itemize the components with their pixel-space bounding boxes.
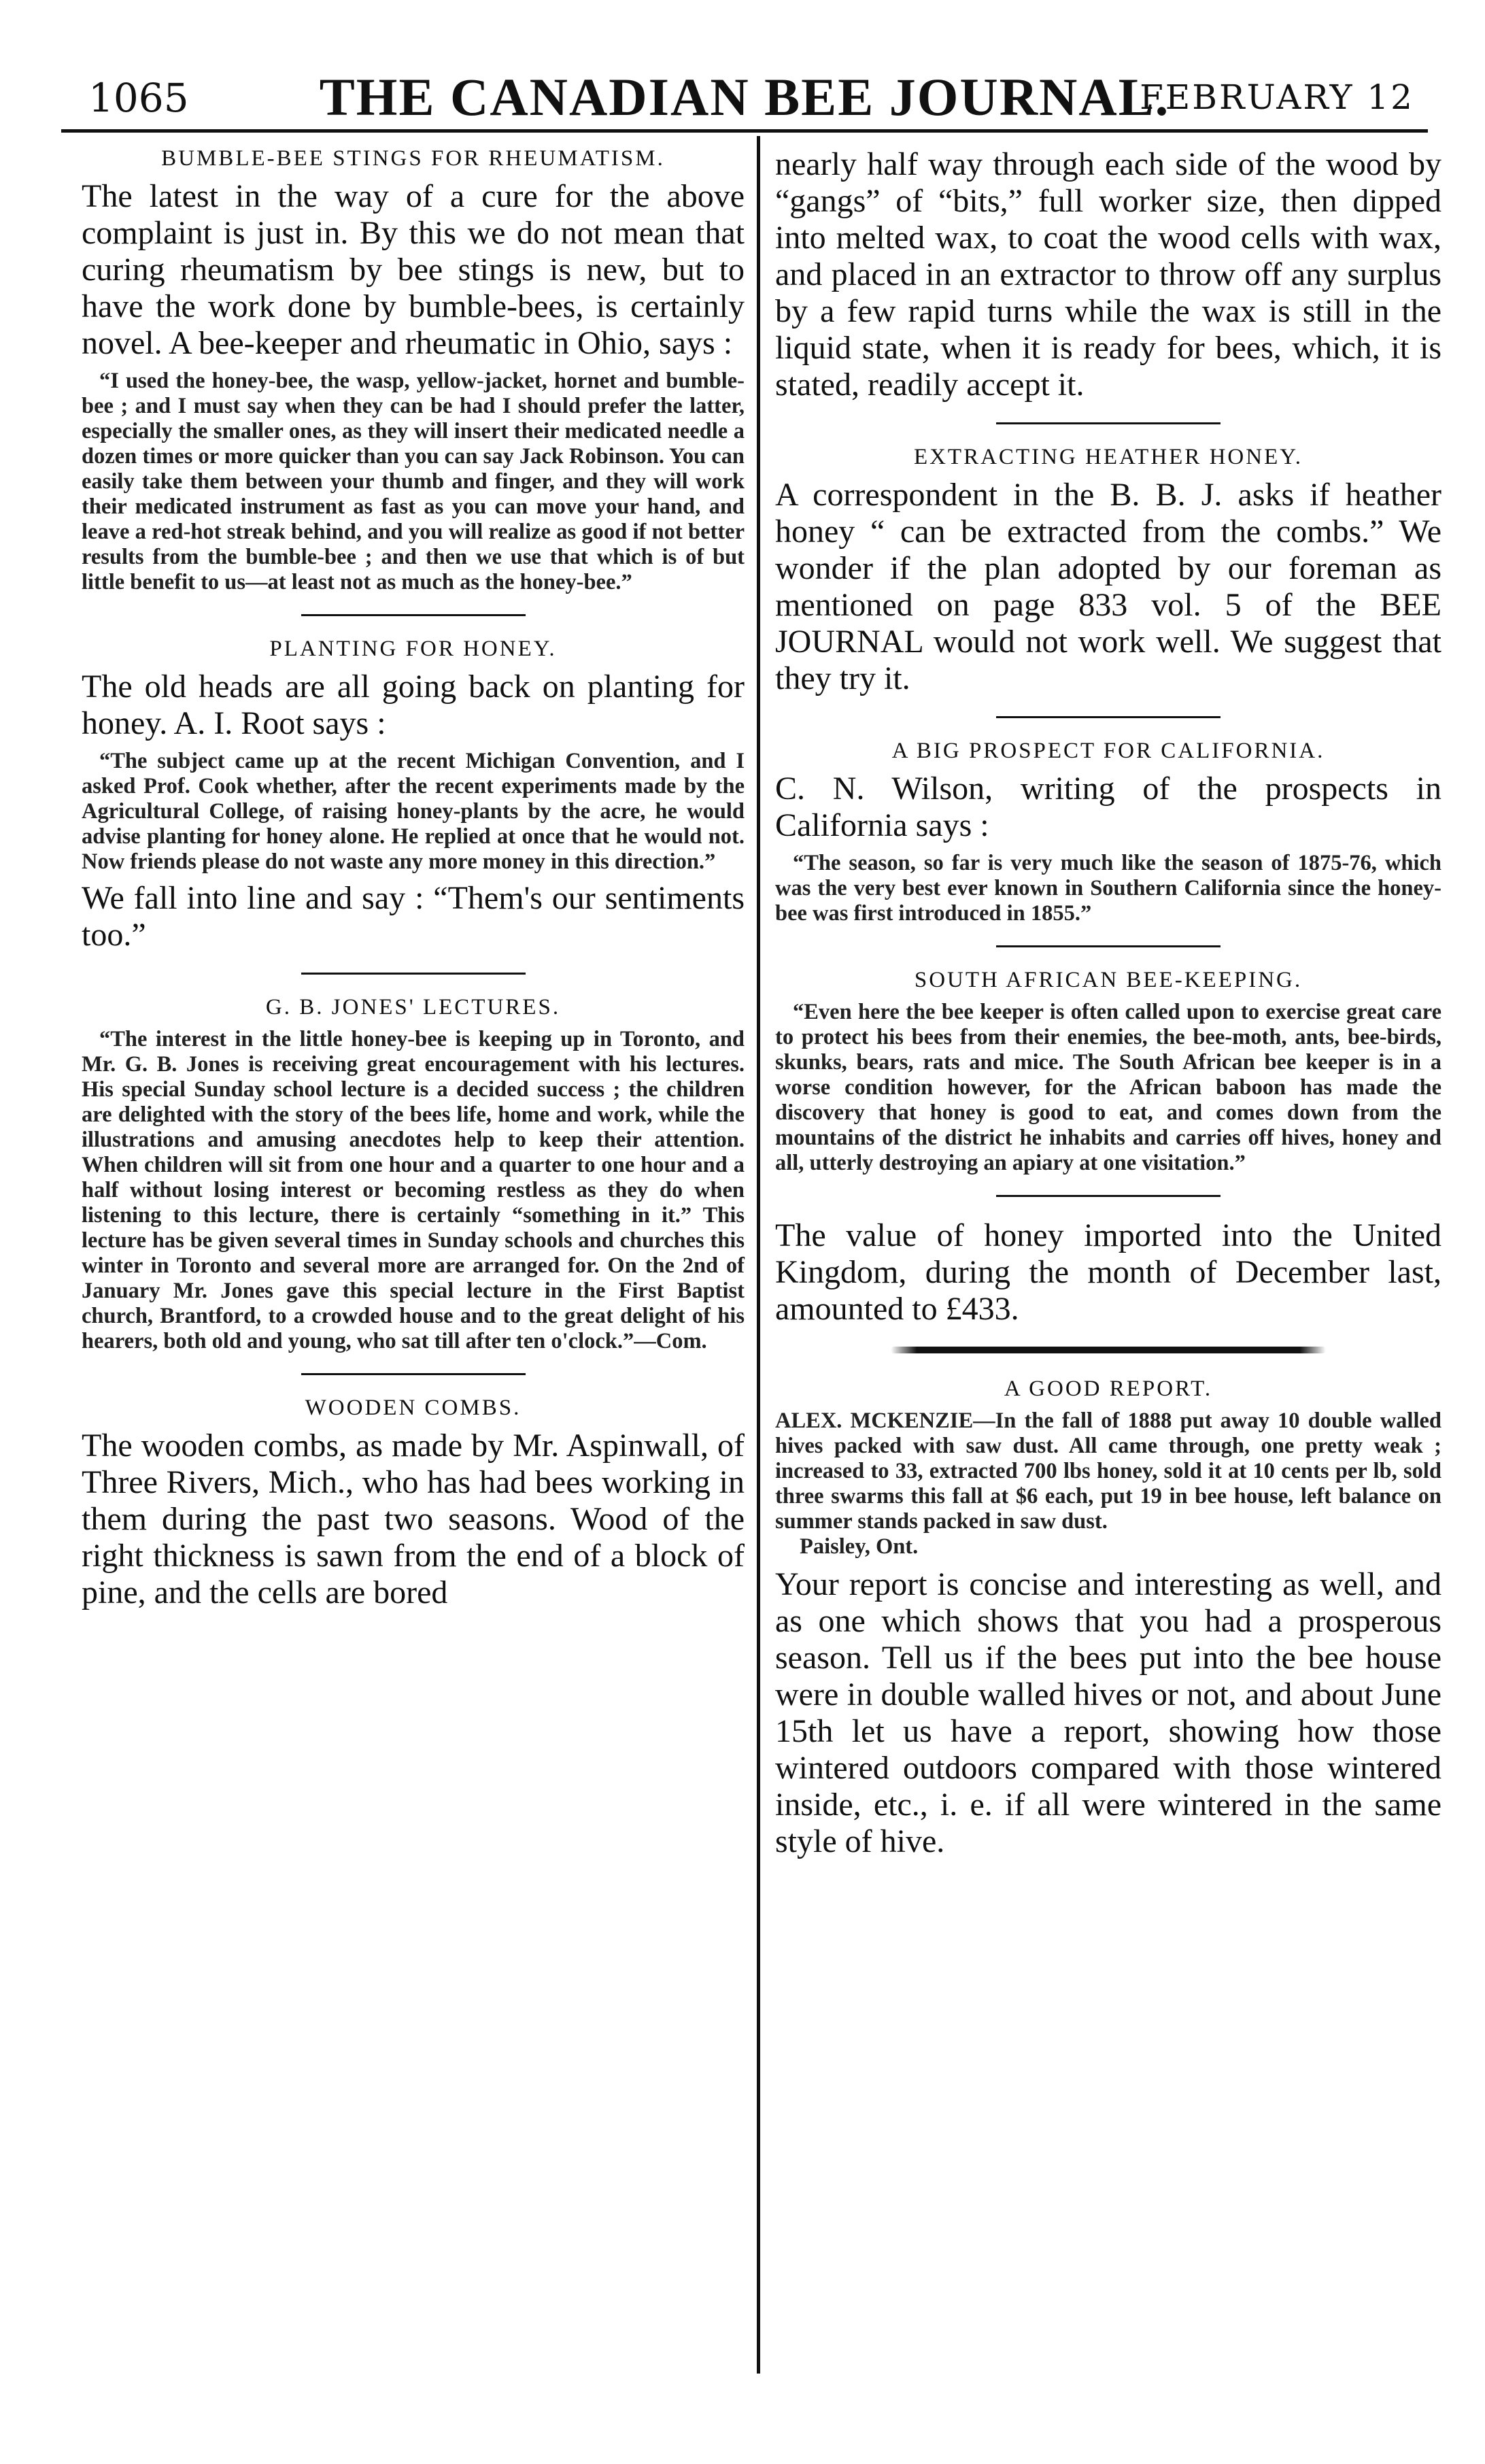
article-jones-lectures bbox=[82, 995, 745, 1354]
journal-title: THE CANADIAN BEE JOURNAL. bbox=[319, 67, 1170, 126]
article-text: The value of honey imported into the United Kingdom, during the month of December last, amounted to £433. bbox=[775, 1217, 1441, 1327]
page-header bbox=[61, 48, 1428, 133]
article-intro: The latest in the way of a cure for the above complaint is just in. By this we do not mean that curing rheumatism by bee stings is new, but to have the work done by bumble-bees, is certainly novel. A bee-keeper and rheumatic in Ohio, says : bbox=[82, 178, 745, 361]
article-heading: EXTRACTING HEATHER HONEY. bbox=[913, 445, 1303, 469]
article-heading: WOODEN COMBS. bbox=[305, 1396, 522, 1420]
article-heading: A BIG PROSPECT FOR CALIFORNIA. bbox=[891, 739, 1325, 763]
section-rule bbox=[996, 945, 1221, 947]
article-quote: “Even here the bee keeper is often called upon to exercise great care to protect his bees from their enemies, the bee-moth, ants, bee-birds, skunks, bears, rats and mice. The South African bee keeper is in a worse condition however, for the African baboon has made the discovery that honey is good to eat, and comes down from the mountains of the district he inhabits and carries off hives, honey and all, utterly destroying an apiary at one visitation.” bbox=[775, 1000, 1441, 1175]
article-text: A correspondent in the B. B. J. asks if heather honey “ can be extracted from the combs.” We wonder if the plan adopted by our foreman as mentioned on page 833 vol. 5 of the BEE JOURNAL would not work well. We suggest that they try it. bbox=[775, 477, 1441, 696]
article-quote: “The interest in the little honey-bee is keeping up in Toronto, and Mr. G. B. Jones is receiving great encouragement with his lectures. His special Sunday school lecture is a decided success ; the children are delighted with the story of the bees life, home and work, while the illustrations and amusing anecdotes help to keep their attention. When children will sit from one hour and a quarter to one hour and a half without losing interest or becoming restless as they do when listening to this lecture, there is certainly “something in it.” This lecture has be given several times in Sunday schools and churches this winter in Toronto and several more are arranged for. On the 2nd of January Mr. Jones gave this special lecture in the First Baptist church, Brantford, to a crowded house and to the great delight of his hearers, both old and young, who sat till after ten o'clock.”—Com. bbox=[82, 1027, 745, 1353]
article-heading: PLANTING FOR HONEY. bbox=[269, 637, 557, 661]
column-divider bbox=[757, 136, 760, 2374]
page-number: 1065 bbox=[88, 75, 189, 121]
ornamental-rule bbox=[891, 1347, 1326, 1353]
left-column bbox=[82, 146, 745, 1622]
section-rule bbox=[996, 422, 1221, 424]
article-closing: We fall into line and say : “Them's our sentiments too.” bbox=[82, 880, 745, 953]
article-bumble-bee bbox=[82, 146, 745, 595]
right-column bbox=[775, 146, 1441, 1871]
section-rule bbox=[996, 716, 1221, 718]
note-honey-value bbox=[775, 1217, 1441, 1328]
article-wooden-combs bbox=[82, 1396, 745, 1611]
article-quote: “The subject came up at the recent Michigan Convention, and I asked Prof. Cook whether, after the recent experiments made by the Agricultural College, of raising honey-plants by the acre, he would advise planting for honey alone. He replied at once that he would not. Now friends please do not waste any more money in this direction.” bbox=[82, 749, 745, 874]
article-wooden-combs-continued bbox=[775, 146, 1441, 403]
article-heading: SOUTH AFRICAN BEE-KEEPING. bbox=[914, 968, 1303, 992]
issue-date: FEBRUARY 12 bbox=[1140, 78, 1414, 117]
article-california bbox=[775, 739, 1441, 926]
article-quote: “I used the honey-bee, the wasp, yellow-jacket, hornet and bumble-bee ; and I must say when they can be had I should prefer the latter, especially the smaller ones, as they will insert their medicated needle a dozen times or more quicker than you can say Jack Robinson. You can easily take them between your thumb and finger, and they will work their medicated instrument as fast as you can move your hand, and leave a red-hot streak behind, and you will realize as good if not better results from the bumble-bee ; and then we use that which is of but little benefit to us—at least not as much as the honey-bee.” bbox=[82, 369, 745, 594]
editor-reply: Your report is concise and interesting as well, and as one which shows that you had a prosperous season. Tell us if the bees put into the bee house were in double walled hives or not, and about June 15th let us have a report, showing how those wintered outdoors compared with those wintered inside, etc., i. e. if all were wintered in the same style of hive. bbox=[775, 1566, 1441, 1859]
article-heading: G. B. JONES' LECTURES. bbox=[265, 995, 561, 1019]
report-place: Paisley, Ont. bbox=[800, 1534, 919, 1559]
section-rule bbox=[996, 1195, 1221, 1197]
article-intro: The old heads are all going back on planting for honey. A. I. Root says : bbox=[82, 669, 745, 741]
article-heather-honey bbox=[775, 445, 1441, 697]
article-planting bbox=[82, 637, 745, 953]
article-intro: C. N. Wilson, writing of the prospects in California says : bbox=[775, 771, 1441, 843]
section-rule bbox=[301, 973, 526, 975]
article-text: The wooden combs, as made by Mr. Aspinwall, of Three Rivers, Mich., who has had bees working in them during the past two seasons. Wood of the right thickness is sawn from the end of a block of pine, and the cells are bored bbox=[82, 1428, 745, 1610]
article-quote: “The season, so far is very much like the season of 1875-76, which was the very best ever known in Southern California since the honey-bee was first introduced in 1855.” bbox=[775, 851, 1441, 926]
section-rule bbox=[301, 614, 526, 616]
article-south-africa bbox=[775, 968, 1441, 1176]
article-heading: A GOOD REPORT. bbox=[1004, 1377, 1213, 1401]
section-rule bbox=[301, 1373, 526, 1375]
report-text: ALEX. MCKENZIE—In the fall of 1888 put away 10 double walled hives packed with saw dust. All came through, one pretty weak ; increased to 33, extracted 700 lbs honey, sold it at 10 cents per lb, sold three swarms this fall at $6 each, put 19 in bee house, left balance on summer stands packed in saw dust. bbox=[775, 1408, 1441, 1534]
article-heading: BUMBLE-BEE STINGS FOR RHEUMATISM. bbox=[161, 146, 665, 171]
article-text: nearly half way through each side of the wood by “gangs” of “bits,” full worker size, then dipped into melted wax, to coat the wood cells with wax, and placed in an extractor to throw off any surplus by a few rapid turns while the wax is still in the liquid state, when it is ready for bees, which, it is stated, readily accept it. bbox=[775, 146, 1441, 403]
article-good-report bbox=[775, 1377, 1441, 1860]
